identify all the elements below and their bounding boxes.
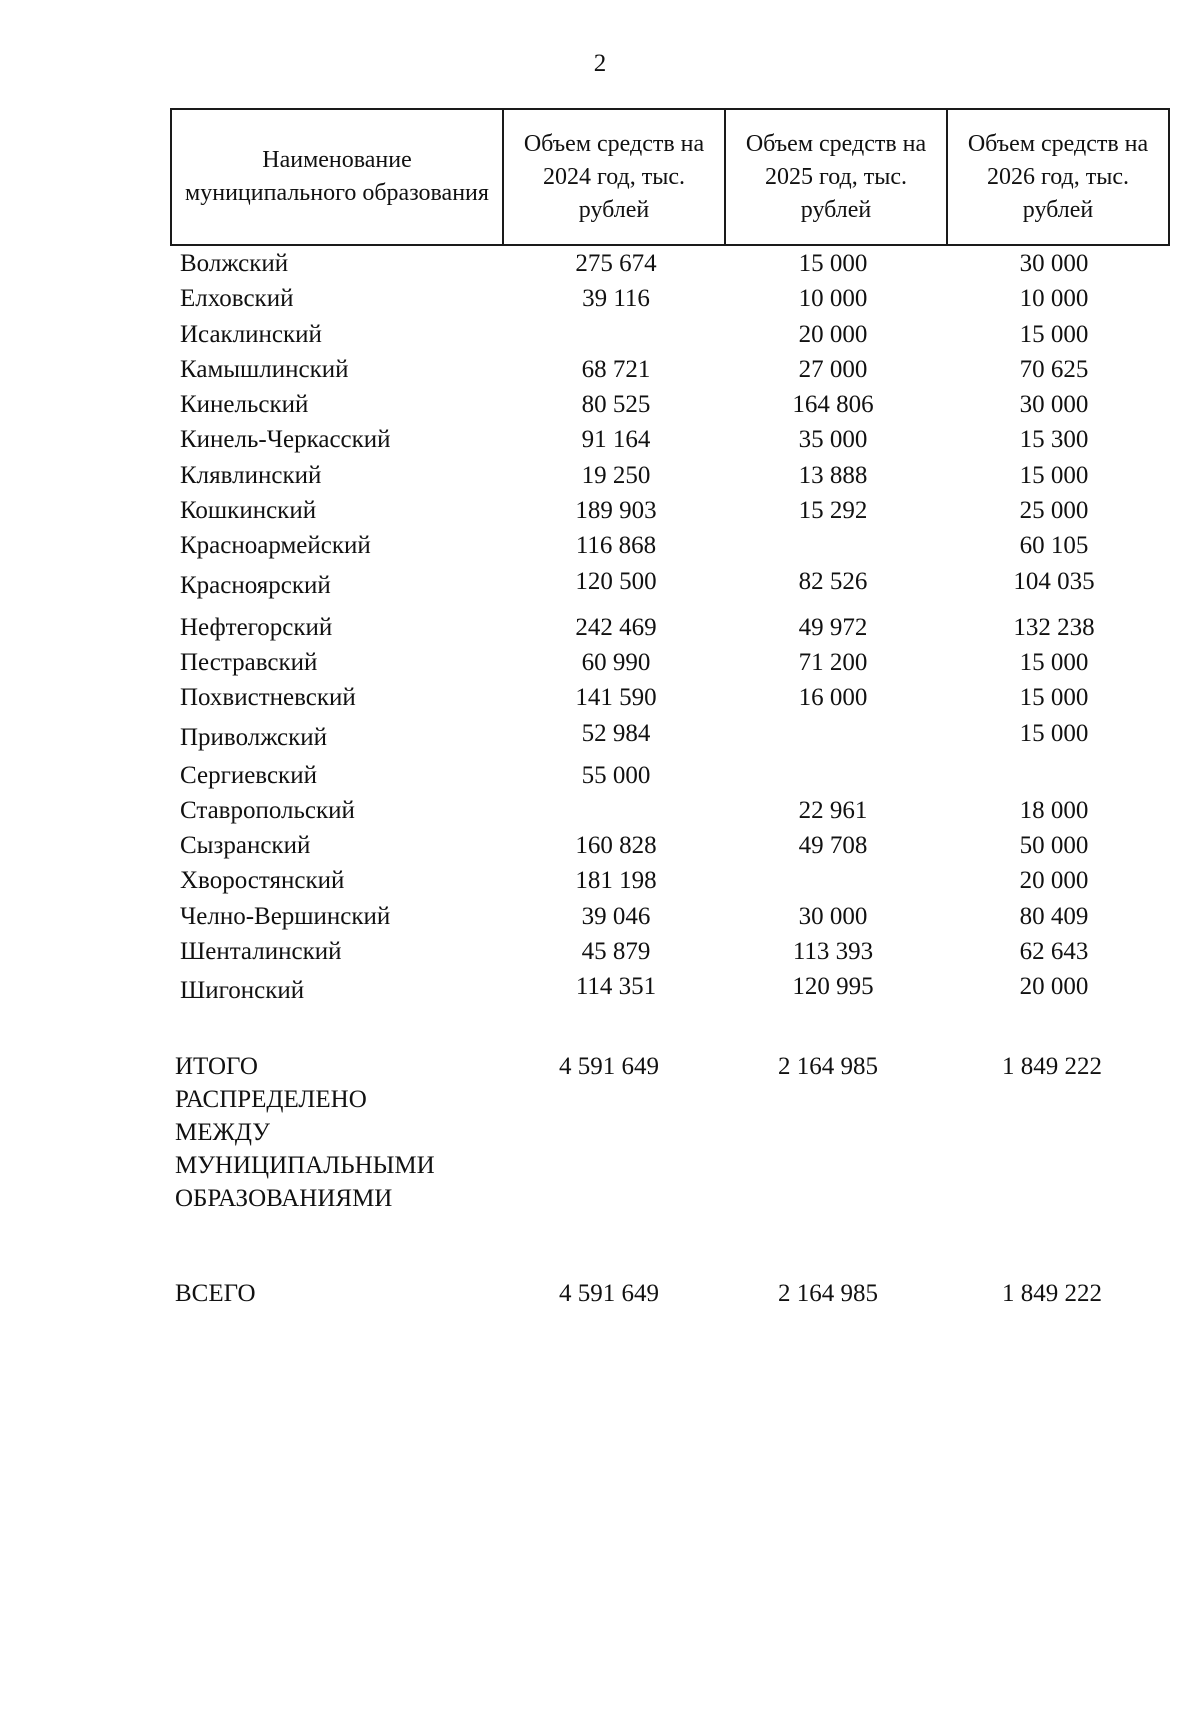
amount-2024: 60 990 — [581, 648, 651, 676]
amount-2024: 52 984 — [581, 719, 651, 747]
table-row — [0, 564, 1200, 610]
total-label-line: РАСПРЕДЕЛЕНО — [175, 1086, 367, 1113]
municipality-name: Приволжский — [180, 723, 328, 751]
grand-total-2026: 1 849 222 — [1002, 1280, 1102, 1307]
header-name: Наименование муниципального образования — [171, 109, 503, 245]
municipality-name: Клявлинский — [180, 461, 322, 489]
amount-2025: 49 972 — [798, 613, 868, 641]
amount-2024: 39 116 — [582, 285, 650, 313]
municipality-name: Кошкинский — [180, 497, 317, 525]
table-row — [0, 528, 1200, 563]
amount-2026: 15 000 — [1019, 684, 1089, 712]
header-2025: Объем средств на 2025 год, тыс. рублей — [725, 109, 947, 245]
table-row — [0, 610, 1200, 645]
amount-2026: 20 000 — [1019, 973, 1089, 1001]
amount-2026: 50 000 — [1019, 832, 1089, 860]
municipality-name: Красноярский — [180, 571, 331, 599]
amount-2024: 114 351 — [575, 973, 657, 1001]
amount-2025: 82 526 — [798, 567, 868, 595]
total-label-line: ИТОГО — [175, 1053, 258, 1080]
amount-2025: 15 292 — [798, 497, 868, 525]
amount-2025: 71 200 — [798, 648, 868, 676]
amount-2025: 164 806 — [792, 391, 874, 419]
total-label-line: МЕЖДУ — [175, 1119, 270, 1146]
amount-2026: 15 000 — [1019, 461, 1089, 489]
amount-2024: 68 721 — [581, 355, 651, 383]
amount-2026: 25 000 — [1019, 497, 1089, 525]
amount-2024: 141 590 — [575, 684, 657, 712]
municipality-name: Шигонский — [180, 977, 305, 1005]
table-row — [0, 716, 1200, 758]
amount-2024: 45 879 — [581, 938, 651, 966]
municipality-name: Красноармейский — [180, 532, 371, 560]
amount-2024: 39 046 — [581, 902, 651, 930]
amount-2024: 19 250 — [581, 461, 651, 489]
table-row — [0, 281, 1200, 316]
municipality-name: Пестравский — [180, 648, 318, 676]
amount-2026: 15 000 — [1019, 648, 1089, 676]
amount-2025: 16 000 — [798, 684, 868, 712]
table-row — [0, 352, 1200, 387]
amount-2025: 10 000 — [798, 285, 868, 313]
amount-2024: 80 525 — [581, 391, 651, 419]
table-row — [0, 317, 1200, 352]
table-body — [0, 246, 1200, 1005]
table-row — [0, 758, 1200, 793]
municipality-name: Ставропольский — [180, 796, 355, 824]
amount-2026: 30 000 — [1019, 391, 1089, 419]
amount-2024: 55 000 — [581, 761, 651, 789]
table-row — [0, 934, 1200, 969]
table-row — [0, 863, 1200, 898]
amount-2026: 15 000 — [1019, 719, 1089, 747]
amount-2026: 20 000 — [1019, 867, 1089, 895]
total-distributed-2026: 1 849 222 — [1002, 1053, 1102, 1080]
amount-2026: 10 000 — [1019, 285, 1089, 313]
amount-2026: 132 238 — [1013, 613, 1095, 641]
amount-2024: 91 164 — [581, 426, 651, 454]
amount-2024: 120 500 — [575, 567, 657, 595]
amount-2024: 275 674 — [575, 250, 657, 277]
amount-2025: 30 000 — [798, 902, 868, 930]
table-row — [0, 387, 1200, 422]
amount-2024: 160 828 — [575, 832, 657, 860]
amount-2026: 62 643 — [1019, 938, 1089, 966]
header-2024: Объем средств на 2024 год, тыс. рублей — [503, 109, 725, 245]
amount-2026: 60 105 — [1019, 532, 1089, 560]
amount-2025: 49 708 — [798, 832, 868, 860]
table-row — [0, 458, 1200, 493]
amount-2026: 30 000 — [1019, 250, 1089, 277]
table-row — [0, 828, 1200, 863]
municipality-name: Сызранский — [180, 832, 311, 860]
amount-2026: 70 625 — [1019, 355, 1089, 383]
municipality-name: Хворостянский — [180, 867, 345, 895]
amount-2025: 35 000 — [798, 426, 868, 454]
amount-2026: 104 035 — [1013, 567, 1095, 595]
municipality-name: Исаклинский — [180, 320, 322, 348]
amount-2025: 15 000 — [798, 250, 868, 277]
municipality-name: Сергиевский — [180, 761, 317, 789]
amount-2025: 22 961 — [798, 796, 868, 824]
amount-2025: 20 000 — [798, 320, 868, 348]
amount-2026: 15 000 — [1019, 320, 1089, 348]
table-row — [0, 645, 1200, 680]
amount-2025: 120 995 — [792, 973, 874, 1001]
table-row — [0, 246, 1200, 281]
header-2026: Объем средств на 2026 год, тыс. рублей — [947, 109, 1169, 245]
table-row — [0, 899, 1200, 934]
municipality-name: Кинельский — [180, 391, 309, 419]
total-distributed-2024: 4 591 649 — [559, 1053, 659, 1080]
table-row — [0, 793, 1200, 828]
municipality-name: Елховский — [180, 285, 294, 313]
amount-2024: 189 903 — [575, 497, 657, 525]
header-row — [171, 109, 1169, 245]
total-distributed-2025: 2 164 985 — [778, 1053, 878, 1080]
municipality-name: Похвистневский — [180, 684, 356, 712]
amount-2025: 13 888 — [798, 461, 868, 489]
amount-2024: 181 198 — [575, 867, 657, 895]
amount-2025: 27 000 — [798, 355, 868, 383]
municipality-name: Камышлинский — [180, 355, 349, 383]
table-row — [0, 493, 1200, 528]
grand-total-2024: 4 591 649 — [559, 1280, 659, 1307]
municipality-name: Нефтегорский — [180, 613, 333, 641]
municipality-name: Кинель-Черкасский — [180, 426, 391, 454]
amount-2026: 18 000 — [1019, 796, 1089, 824]
grand-total-2025: 2 164 985 — [778, 1280, 878, 1307]
total-label-line: ОБРАЗОВАНИЯМИ — [175, 1185, 393, 1212]
page-number: 2 — [593, 50, 607, 77]
table-row — [0, 422, 1200, 457]
municipality-name: Челно-Вершинский — [180, 902, 391, 930]
amount-2024: 242 469 — [575, 613, 657, 641]
amount-2024: 116 868 — [575, 532, 657, 560]
amount-2026: 15 300 — [1019, 426, 1089, 454]
total-label-line: МУНИЦИПАЛЬНЫМИ — [175, 1152, 435, 1179]
grand-total-label: ВСЕГО — [175, 1280, 256, 1307]
total-distributed-label — [175, 1050, 495, 1215]
table-row — [0, 969, 1200, 1004]
table-header — [170, 108, 1170, 246]
amount-2026: 80 409 — [1019, 902, 1089, 930]
table-row — [0, 680, 1200, 715]
municipality-name: Волжский — [180, 250, 289, 277]
amount-2025: 113 393 — [792, 938, 874, 966]
municipality-name: Шенталинский — [180, 938, 342, 966]
